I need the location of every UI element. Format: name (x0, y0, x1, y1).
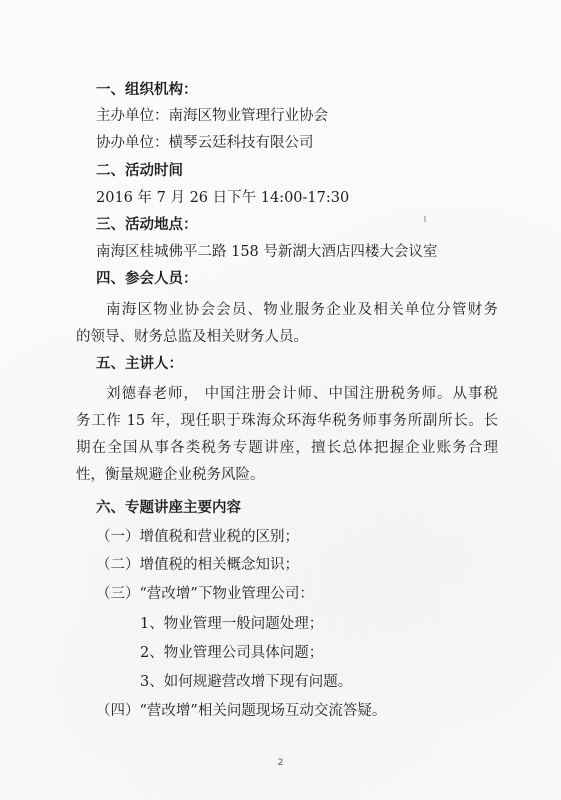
event-time-line: 2016 年 7 月 26 日下午 14:00-17:30 (96, 190, 350, 206)
venue-line: 南海区桂城佛平二路 158 号新湖大酒店四楼大会议室 (96, 244, 438, 260)
section-heading-topics: 六、专题讲座主要内容 (96, 500, 241, 516)
section-heading-attendees: 四、参会人员： (96, 271, 198, 287)
topic-subitem-1: 1、物业管理一般问题处理； (140, 616, 324, 632)
topic-item-3: （三）“营改增”下物业管理公司： (96, 586, 314, 602)
section-heading-speaker: 五、主讲人： (96, 356, 183, 372)
host-unit-line: 主办单位：南海区物业管理行业协会 (96, 108, 328, 124)
topic-item-4: （四）“营改增”相关问题现场互动交流答疑。 (96, 703, 387, 719)
section-heading-venue: 三、活动地点： (96, 217, 198, 233)
section-heading-time: 二、活动时间 (96, 163, 183, 179)
speaker-line-2: 务工作 15 年，现任职于珠海众环海华税务师事务所副所长。长 (76, 413, 498, 429)
co-host-unit-line: 协办单位：横琴云廷科技有限公司 (96, 135, 314, 151)
speaker-line-4: 性，衡量规避企业税务风险。 (76, 467, 265, 483)
speaker-line-1: 刘德春老师， 中国注册会计师、中国注册税务师。从事税 (106, 386, 498, 402)
scan-speck (424, 216, 426, 222)
topic-subitem-2: 2、物业管理公司具体问题； (140, 645, 324, 661)
attendees-line-1: 南海区物业协会会员、物业服务企业及相关单位分管财务 (106, 302, 498, 318)
section-heading-organization: 一、组织机构： (96, 82, 198, 98)
attendees-line-2: 的领导、财务总监及相关财务人员。 (76, 329, 308, 345)
page-number: 2 (277, 758, 284, 768)
topic-item-2: （二）增值税的相关概念知识； (96, 557, 299, 573)
topic-subitem-3: 3、如何规避营改增下现有问题。 (140, 674, 353, 690)
speaker-line-3: 期在全国从事各类税务专题讲座，擅长总体把握企业账务合理 (76, 440, 498, 456)
topic-item-1: （一）增值税和营业税的区别； (96, 529, 299, 545)
